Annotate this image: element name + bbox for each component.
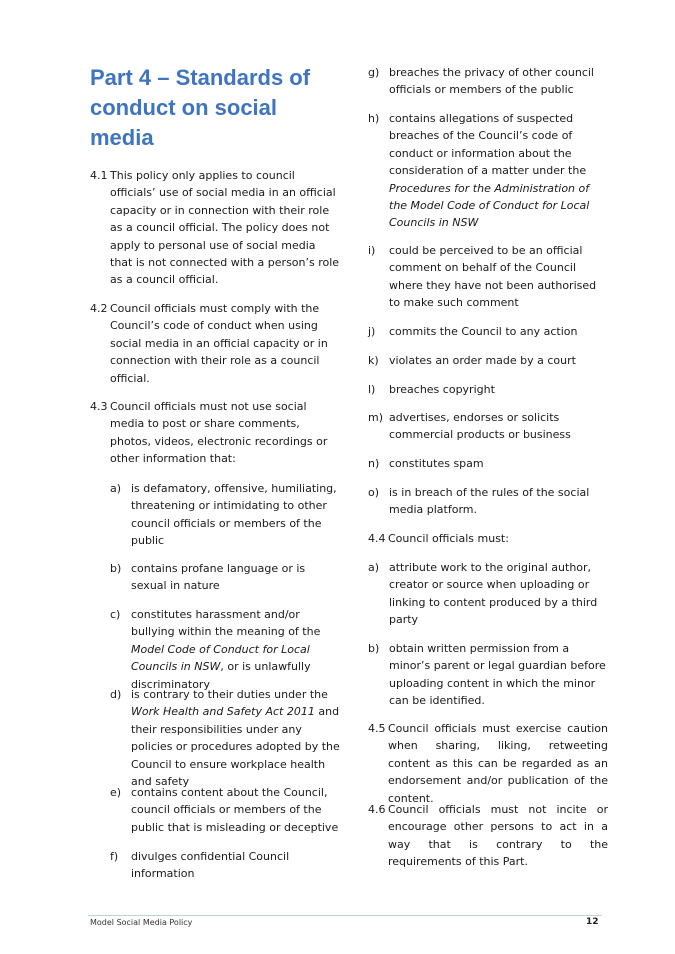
clause-number: 4.1 bbox=[90, 169, 108, 182]
footer-doc-title: Model Social Media Policy bbox=[90, 918, 193, 927]
list-text: advertises, endorses or solicits commercial products or business bbox=[389, 411, 571, 442]
list-item bbox=[348, 409, 608, 444]
list-text: divulges confidential Council information bbox=[131, 850, 290, 881]
list-item bbox=[348, 352, 576, 369]
list-label: m) bbox=[368, 411, 384, 424]
list-text: contains allegations of suspected breaches of the Council’s code of conduct or information about the consideration of a matter under the Procedures for the Administration of the Model Code of Conduct for Local Councils in NSW bbox=[389, 112, 590, 230]
list-item bbox=[348, 381, 495, 398]
clause-text: Council officials must exercise caution when sharing, liking, retweeting content as this can be regarded as an endorsement and/or publication of the content. bbox=[388, 722, 608, 805]
list-label: e) bbox=[110, 786, 122, 799]
list-text: could be perceived to be an official comment on behalf of the Council where they have not been authorised to make such comment bbox=[389, 244, 597, 310]
list-text: violates an order made by a court bbox=[389, 354, 576, 367]
list-text: attribute work to the original author, creator or source when uploading or linking to content produced by a third party bbox=[389, 561, 598, 627]
page-number: 12 bbox=[586, 917, 599, 927]
list-label: o) bbox=[368, 486, 380, 499]
list-item bbox=[90, 784, 340, 836]
list-label: d) bbox=[110, 688, 122, 701]
list-label: i) bbox=[368, 244, 376, 257]
list-label: f) bbox=[110, 850, 119, 863]
list-text: breaches the privacy of other council officials or members of the public bbox=[389, 66, 594, 97]
clause-number: 4.6 bbox=[368, 803, 386, 816]
list-item bbox=[90, 560, 340, 595]
list-label: l) bbox=[368, 383, 376, 396]
list-item bbox=[90, 480, 340, 550]
page-title: Part 4 – Standards of conduct on social media bbox=[90, 65, 311, 150]
list-item bbox=[90, 686, 340, 790]
list-label: g) bbox=[368, 66, 380, 79]
list-item bbox=[348, 455, 484, 472]
list-item bbox=[90, 606, 340, 693]
list-text: breaches copyright bbox=[389, 383, 495, 396]
list-label: a) bbox=[110, 482, 122, 495]
list-label: a) bbox=[368, 561, 380, 574]
list-item bbox=[348, 323, 577, 340]
list-text: commits the Council to any action bbox=[389, 325, 578, 338]
clause-4-3 bbox=[90, 398, 340, 468]
list-text: constitutes harassment and/or bullying within the meaning of the Model Code of Conduct for Local Councils in NSW, or is unlawfully discriminatory bbox=[131, 608, 321, 691]
list-text: contains content about the Council, council officials or members of the public that is misleading or deceptive bbox=[131, 786, 339, 834]
list-label: h) bbox=[368, 112, 380, 125]
clause-text: This policy only applies to council officials’ use of social media in an official capacity or in connection with their role as a council official. The policy does not apply to personal use of social media that is not connected with a person’s role as a council official. bbox=[110, 169, 340, 287]
clause-number: 4.5 bbox=[368, 722, 386, 735]
clause-4-6 bbox=[368, 801, 608, 871]
list-item bbox=[348, 64, 608, 99]
clause-number: 4.2 bbox=[90, 302, 108, 315]
clause-text: Council officials must not use social media to post or share comments, photos, videos, electronic recordings or other information that: bbox=[110, 400, 328, 466]
list-text: is in breach of the rules of the social media platform. bbox=[389, 486, 590, 517]
list-item bbox=[348, 110, 608, 232]
list-text: contains profane language or is sexual in nature bbox=[131, 562, 306, 593]
list-label: c) bbox=[110, 608, 121, 621]
list-item bbox=[348, 242, 608, 312]
list-text: constitutes spam bbox=[389, 457, 484, 470]
list-text: obtain written permission from a minor’s parent or legal guardian before uploading content in which the minor can be identified. bbox=[389, 642, 606, 708]
list-item bbox=[348, 559, 608, 629]
clause-number: 4.3 bbox=[90, 400, 108, 413]
list-label: j) bbox=[368, 325, 376, 338]
list-label: b) bbox=[368, 642, 380, 655]
clause-4-4 bbox=[368, 530, 509, 547]
clause-number: 4.4 bbox=[368, 532, 386, 545]
list-label: k) bbox=[368, 354, 379, 367]
list-label: n) bbox=[368, 457, 380, 470]
list-text: is defamatory, offensive, humiliating, threatening or intimidating to other council officials or members of the public bbox=[131, 482, 337, 548]
clause-text: Council officials must: bbox=[388, 532, 509, 545]
footer-divider bbox=[88, 915, 602, 916]
clause-text: Council officials must comply with the Council’s code of conduct when using social media in an official capacity or in connection with their role as a council official. bbox=[110, 302, 328, 385]
clause-4-5 bbox=[368, 720, 608, 807]
list-item bbox=[348, 484, 608, 519]
list-item bbox=[348, 640, 608, 710]
clause-text: Council officials must not incite or encourage other persons to act in a way that is contrary to the requirements of this Part. bbox=[388, 803, 608, 869]
clause-4-2 bbox=[90, 300, 340, 387]
list-text: is contrary to their duties under the Work Health and Safety Act 2011 and their responsibilities under any policies or procedures adopted by the Council to ensure workplace health and safety bbox=[131, 688, 340, 789]
clause-4-1 bbox=[90, 167, 340, 289]
list-item bbox=[90, 848, 340, 883]
list-label: b) bbox=[110, 562, 122, 575]
